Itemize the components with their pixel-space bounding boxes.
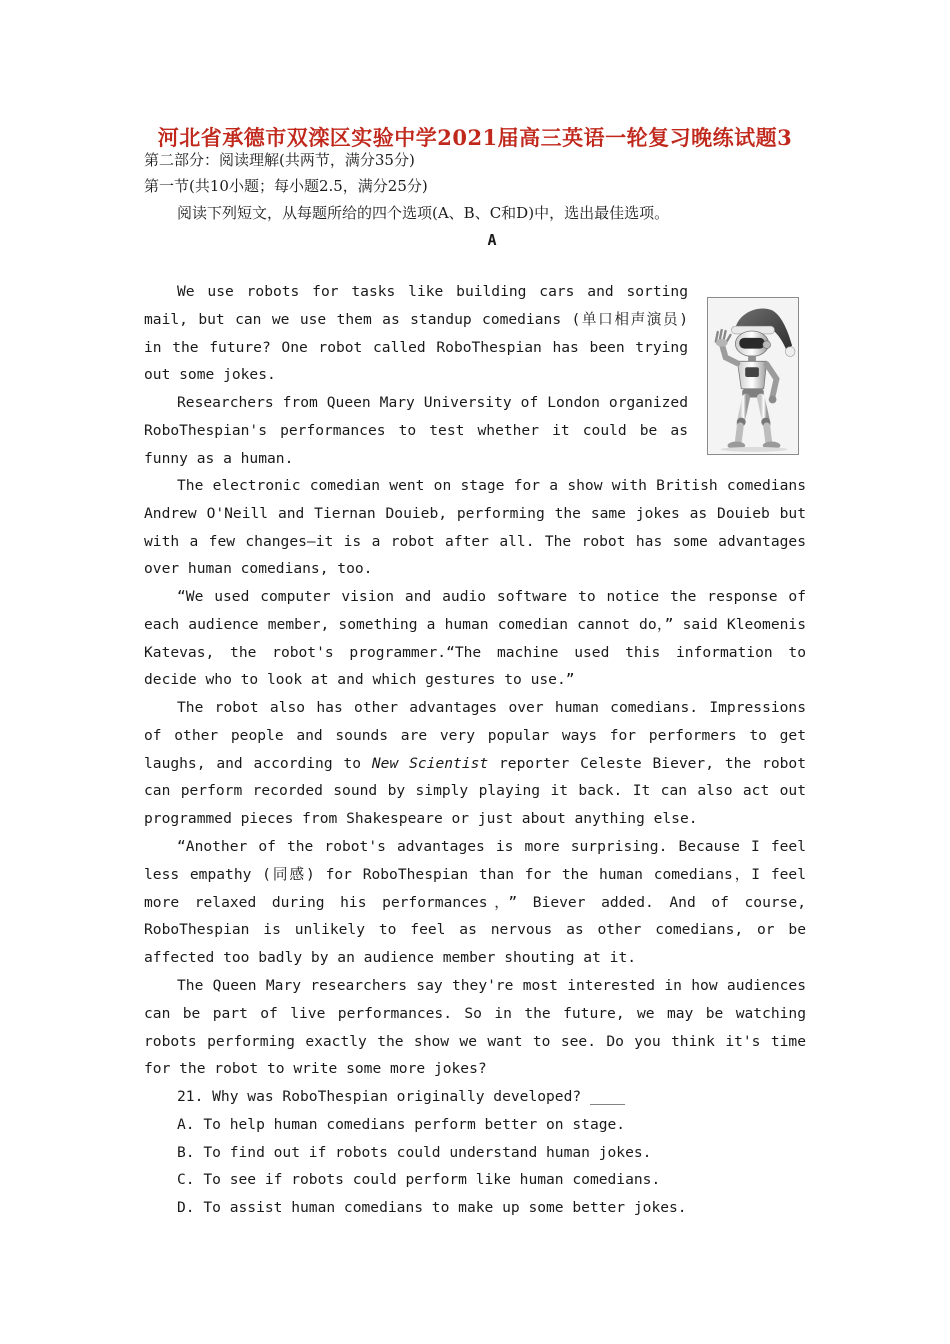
publication-name: New Scientist [371, 754, 489, 772]
section-heading: 第一节(共10小题；每小题2.5，满分25分) [144, 177, 428, 195]
option-b: B. To find out if robots could understand human jokes. [177, 1144, 652, 1161]
document-title: 河北省承德市双滦区实验中学2021届高三英语一轮复习晚练试题3 [157, 125, 793, 150]
paragraph-2: Researchers from Queen Mary University of London organized RoboThespian's performances to test whether it could be as funny as a human. [144, 394, 688, 467]
robot-image [707, 297, 799, 455]
paragraph-5-after: reporter Celeste Biever, the robot can perform recorded sound by simply playing it back. It can also act out programmed pieces from Shakespeare or just about anything else. [144, 754, 806, 828]
paragraph-5-before: The robot also has other advantages over human comedians. Impressions of other people and sounds are very popular ways for performers to get laughs, and according to [144, 699, 806, 772]
paragraph-1: We use robots for tasks like building cars and sorting mail, but can we use them as standup comedians (单口相声演员) in the future? One robot called RoboThespian has been trying out some jokes. [144, 283, 688, 384]
option-d: D. To assist human comedians to make up some better jokes. [177, 1199, 687, 1216]
passage-label: A [487, 231, 497, 249]
question-stem: 21. Why was RoboThespian originally developed? ____ [177, 1088, 626, 1105]
paragraph-3: The electronic comedian went on stage for a show with British comedians Andrew O'Neill and Tiernan Douieb, performing the same jokes as Douieb but with a few changes—it is a robot after all. The robot has some advantages over human comedians, too. [144, 477, 806, 578]
part-heading: 第二部分：阅读理解(共两节，满分35分) [144, 151, 415, 169]
instructions: 阅读下列短文，从每题所给的四个选项(A、B、C和D)中，选出最佳选项。 [177, 204, 670, 222]
paragraph-5 [144, 694, 806, 833]
robot-with-santa-hat-icon [708, 298, 798, 454]
option-a: A. To help human comedians perform better on stage. [177, 1116, 626, 1133]
option-c: C. To see if robots could perform like human comedians. [177, 1171, 661, 1188]
paragraph-7: The Queen Mary researchers say they're most interested in how audiences can be part of live performances. So in the future, we may be watching robots performing exactly the show we want to see. Do you think it's time for the robot to write some more jokes? [144, 977, 806, 1078]
paragraph-6: “Another of the robot's advantages is more surprising. Because I feel less empathy (同感) for RoboThespian than for the human comedians，I feel more relaxed during his performances，” Biever added. And of course, RoboThespian is unlikely to feel as nervous as other comedians, or be affected too badly by an audience member shouting at it. [144, 838, 806, 967]
paragraph-4: “We used computer vision and audio software to notice the response of each audience member, something a human comedian cannot do，” said Kleomenis Katevas, the robot's programmer.“The machine used this information to decide who to look at and which gestures to use.” [144, 588, 806, 689]
